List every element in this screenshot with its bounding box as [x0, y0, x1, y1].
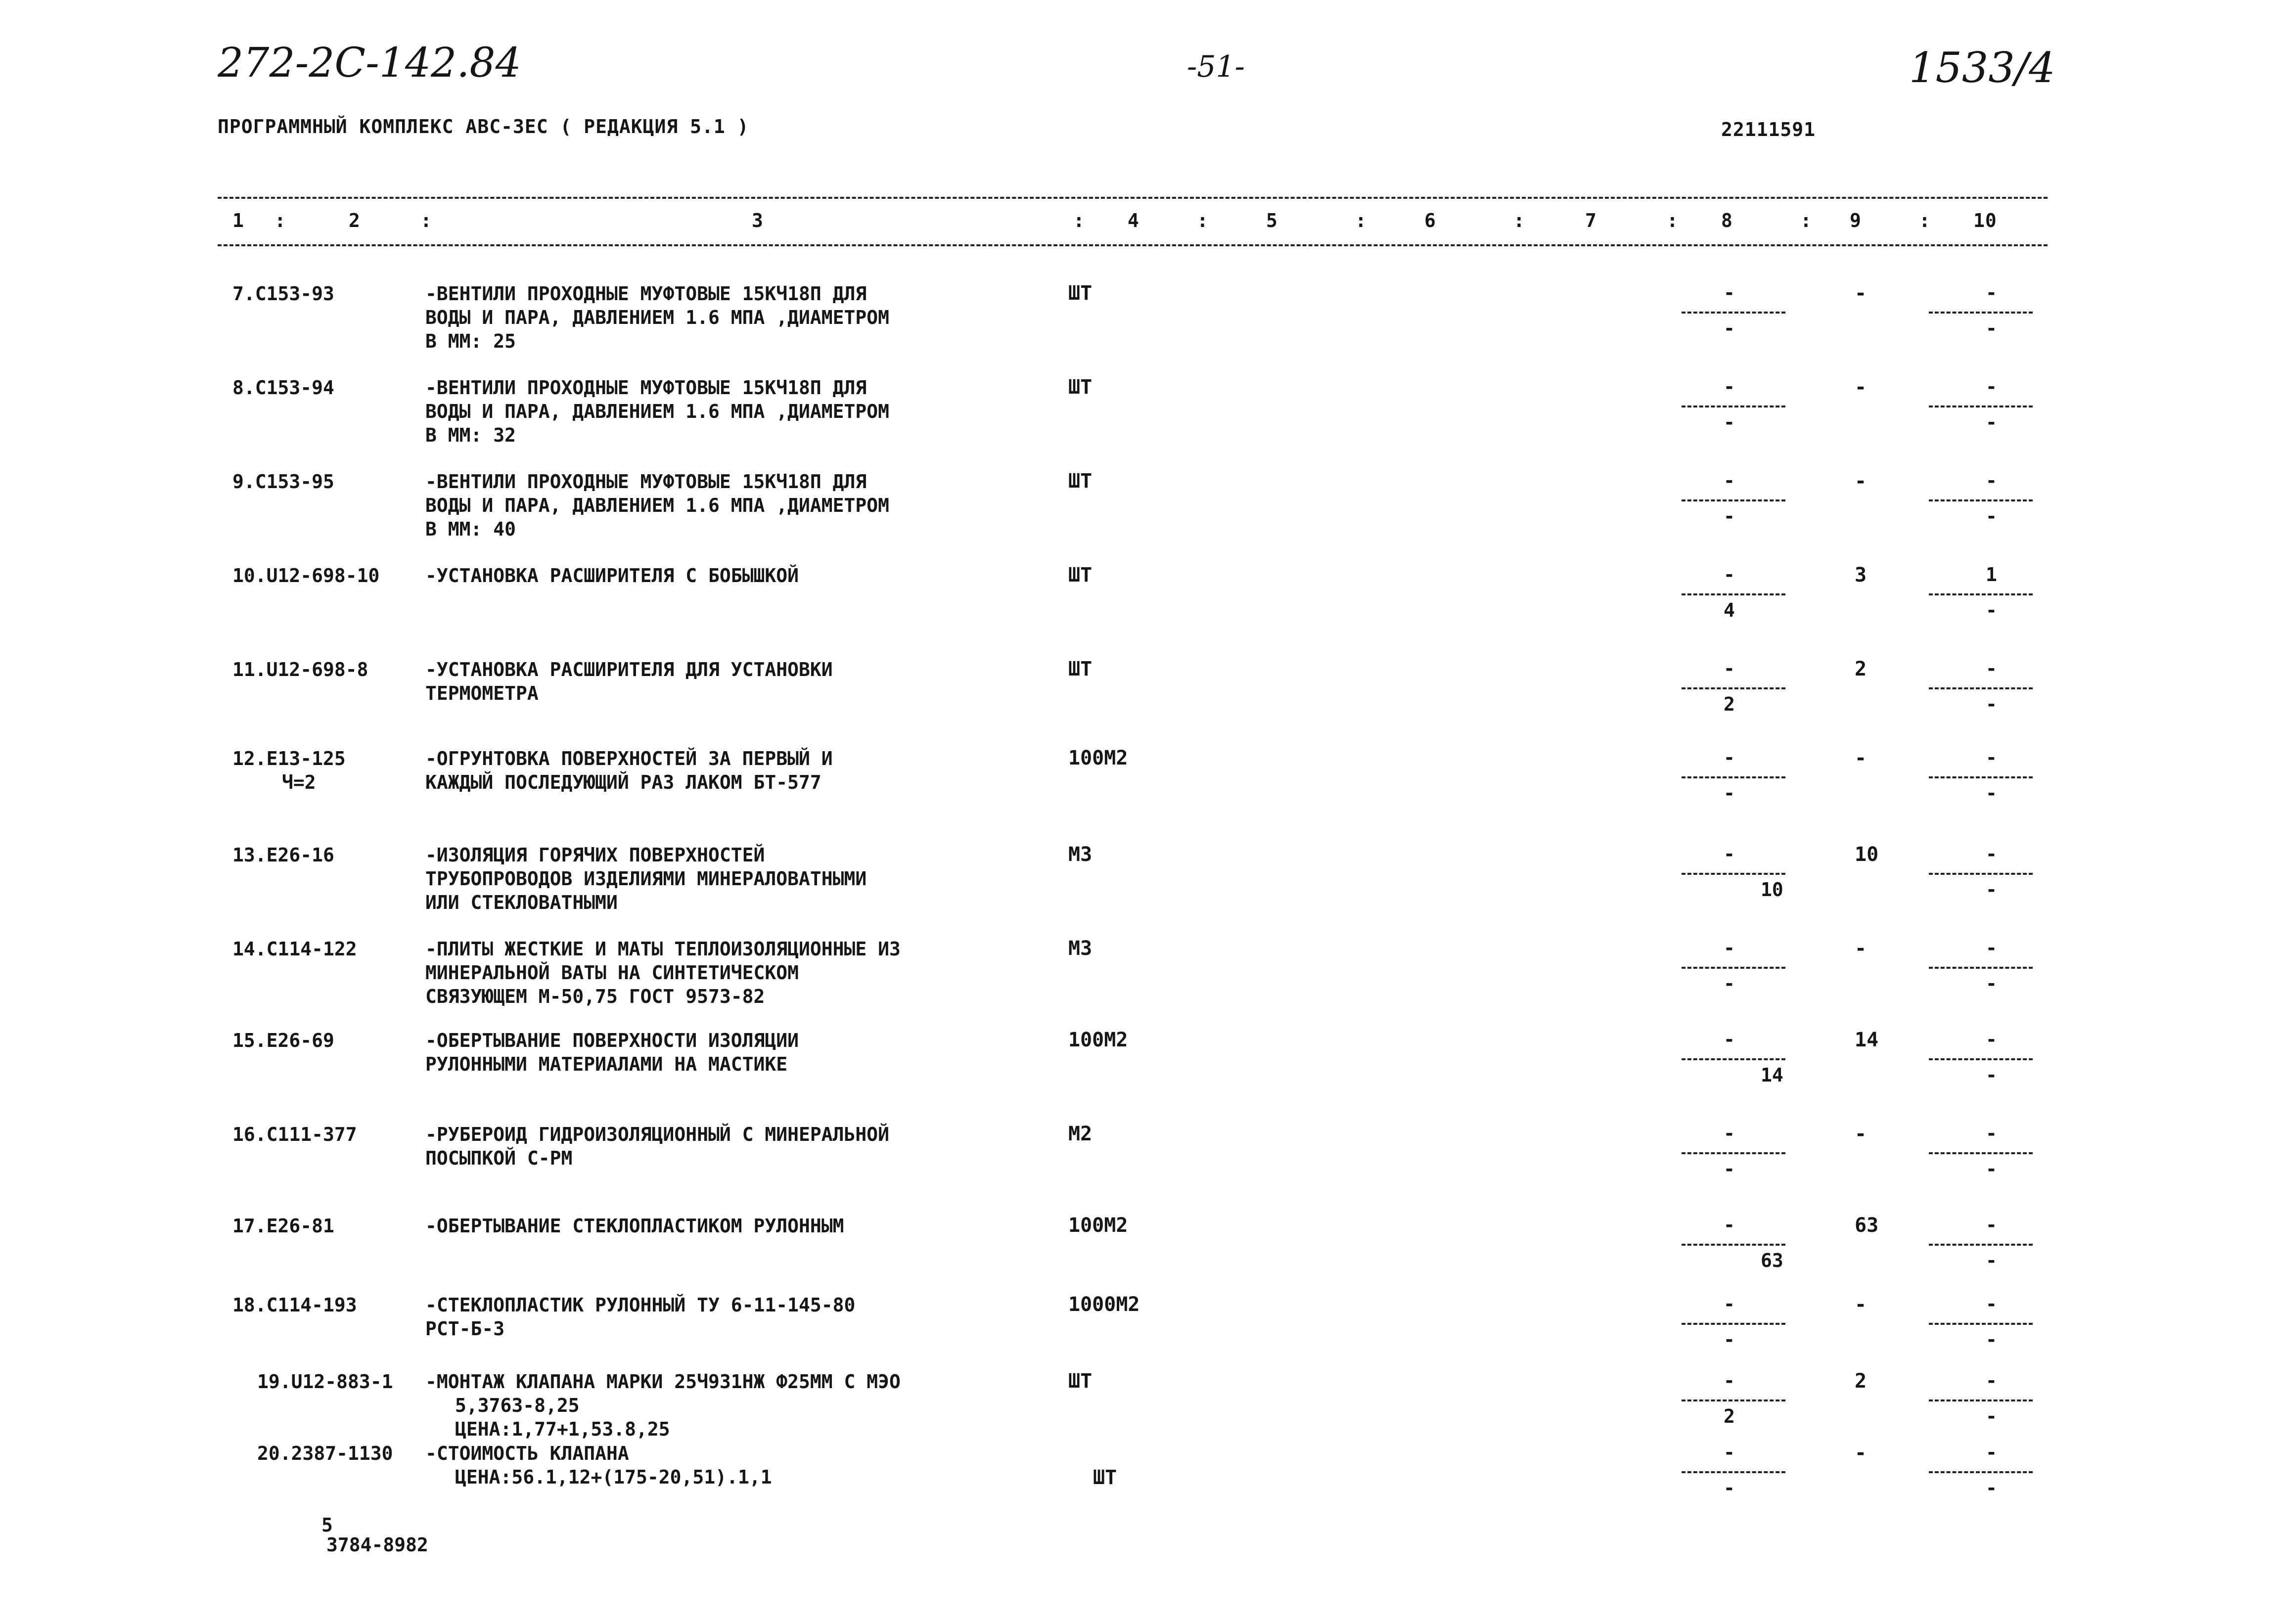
- col9-value: -: [1855, 747, 1867, 769]
- col10-divider: [1929, 312, 2033, 314]
- unit: 100М2: [1068, 1029, 1128, 1051]
- col8-top: -: [1724, 470, 1735, 492]
- description-line: -ОГРУНТОВКА ПОВЕРХНОСТЕЙ ЗА ПЕРВЫЙ И: [425, 748, 833, 769]
- description-line: -ОБЕРТЫВАНИЕ ПОВЕРХНОСТИ ИЗОЛЯЦИИ: [425, 1030, 799, 1051]
- col10-divider: [1929, 1152, 2033, 1154]
- col8-top: -: [1724, 1293, 1735, 1315]
- col10-divider: [1929, 1244, 2033, 1246]
- col8-divider: [1682, 873, 1785, 875]
- description-line: В ММ: 25: [425, 330, 516, 352]
- col-2: 2: [349, 210, 361, 231]
- col10-top: -: [1986, 658, 1997, 679]
- col8-divider: [1682, 967, 1785, 969]
- col8-bottom: -: [1724, 411, 1735, 433]
- col10-divider: [1929, 499, 2033, 501]
- unit: 100М2: [1068, 1214, 1128, 1237]
- col10-top: -: [1986, 1123, 1997, 1144]
- col10-top: -: [1986, 1214, 1997, 1236]
- col-6: 6: [1424, 210, 1436, 231]
- col8-divider: [1682, 499, 1785, 501]
- col8-top: -: [1724, 1214, 1735, 1236]
- col8-bottom: -: [1724, 1329, 1735, 1351]
- col8-bottom: -: [1724, 782, 1735, 804]
- position-code: 7.С153-93: [232, 283, 334, 305]
- col10-divider: [1929, 873, 2033, 875]
- description-line: В ММ: 32: [425, 424, 516, 446]
- col9-value: 10: [1855, 843, 1879, 866]
- unit: ШТ: [1068, 1370, 1093, 1393]
- description-line: -УСТАНОВКА РАСШИРИТЕЛЯ ДЛЯ УСТАНОВКИ: [425, 659, 833, 680]
- description-line: ТРУБОПРОВОДОВ ИЗДЕЛИЯМИ МИНЕРАЛОВАТНЫМИ: [425, 868, 867, 890]
- col9-value: -: [1855, 1293, 1867, 1316]
- description-line: -ВЕНТИЛИ ПРОХОДНЫЕ МУФТОВЫЕ 15КЧ18П ДЛЯ: [425, 283, 867, 305]
- col10-bottom: -: [1986, 1477, 1997, 1499]
- description-line: ПОСЫПКОЙ С-РМ: [425, 1147, 573, 1169]
- col8-bottom: -: [1724, 1477, 1735, 1499]
- unit: 100М2: [1068, 747, 1128, 769]
- description-line: -ОБЕРТЫВАНИЕ СТЕКЛОПЛАСТИКОМ РУЛОННЫМ: [425, 1215, 844, 1237]
- unit: М3: [1068, 843, 1093, 866]
- col8-top: -: [1724, 1123, 1735, 1144]
- col8-divider: [1682, 1152, 1785, 1154]
- col9-value: -: [1855, 1123, 1867, 1145]
- description-line: -ВЕНТИЛИ ПРОХОДНЫЕ МУФТОВЫЕ 15КЧ18П ДЛЯ: [425, 377, 867, 399]
- col9-value: 14: [1855, 1029, 1879, 1051]
- position-code: 14.С114-122: [232, 938, 357, 960]
- position-code: 20.2387-1130: [257, 1443, 393, 1464]
- col8-divider: [1682, 1399, 1785, 1401]
- col8-divider: [1682, 1471, 1785, 1473]
- col10-divider: [1929, 406, 2033, 407]
- col-9: 9: [1850, 210, 1862, 231]
- col10-bottom: -: [1986, 1250, 1997, 1271]
- col9-value: -: [1855, 376, 1867, 399]
- col10-top: -: [1986, 937, 1997, 959]
- description-line: -ИЗОЛЯЦИЯ ГОРЯЧИХ ПОВЕРХНОСТЕЙ: [425, 844, 765, 866]
- description-line: -МОНТАЖ КЛАПАНА МАРКИ 25Ч931НЖ Ф25ММ С МЭО: [425, 1371, 901, 1393]
- col8-divider: [1682, 406, 1785, 407]
- col8-divider: [1682, 1323, 1785, 1325]
- position-code: 15.Е26-69: [232, 1030, 334, 1051]
- position-code: 17.Е26-81: [232, 1215, 334, 1237]
- col8-top: -: [1724, 1442, 1735, 1463]
- col9-value: -: [1855, 282, 1867, 305]
- col-8: 8: [1721, 210, 1733, 231]
- col8-top: -: [1724, 1029, 1735, 1050]
- col9-value: -: [1855, 1442, 1867, 1464]
- col-sep: :: [1197, 210, 1209, 231]
- footer-num: 5: [321, 1514, 333, 1536]
- description-line: РСТ-Б-3: [425, 1318, 505, 1340]
- position-code: 11.U12-698-8: [232, 659, 368, 680]
- col-sep: :: [1073, 210, 1085, 231]
- col10-bottom: -: [1986, 879, 1997, 901]
- col8-bottom: 2: [1724, 1405, 1735, 1427]
- sheet-code: 1533/4: [1909, 44, 2055, 92]
- col10-top: -: [1986, 282, 1997, 304]
- col9-value: 63: [1855, 1214, 1879, 1237]
- position-code: 12.Е13-125: [232, 748, 346, 769]
- col10-divider: [1929, 593, 2033, 595]
- description-line: -РУБЕРОИД ГИДРОИЗОЛЯЦИОННЫЙ С МИНЕРАЛЬНОЙ: [425, 1124, 889, 1145]
- description-line: ВОДЫ И ПАРА, ДАВЛЕНИЕМ 1.6 МПА ,ДИАМЕТРОМ: [425, 307, 889, 328]
- col8-bottom: 10: [1761, 879, 1783, 901]
- col9-value: 2: [1855, 1370, 1867, 1393]
- date-code: 22111591: [1721, 119, 1816, 140]
- program-line: ПРОГРАММНЫЙ КОМПЛЕКС АВС-3ЕС ( РЕДАКЦИЯ 5.1 ): [218, 116, 749, 137]
- col8-divider: [1682, 776, 1785, 778]
- col8-bottom: 14: [1761, 1064, 1783, 1086]
- col10-top: -: [1986, 1293, 1997, 1315]
- description-line: ЦЕНА:56.1,12+(175-20,51).1,1: [455, 1466, 772, 1488]
- col10-top: -: [1986, 1029, 1997, 1050]
- unit: ШТ: [1068, 376, 1093, 399]
- col-10: 10: [1973, 210, 1997, 231]
- description-line: -УСТАНОВКА РАСШИРИТЕЛЯ С БОБЫШКОЙ: [425, 565, 799, 586]
- col10-divider: [1929, 687, 2033, 689]
- position-code: 10.U12-698-10: [232, 565, 380, 586]
- position-code-suffix: Ч=2: [282, 771, 316, 793]
- col8-bottom: -: [1724, 973, 1735, 994]
- col10-bottom: -: [1986, 411, 1997, 433]
- col10-divider: [1929, 1323, 2033, 1325]
- col-sep: :: [420, 210, 432, 231]
- description-line: КАЖДЫЙ ПОСЛЕДУЮЩИЙ РАЗ ЛАКОМ БТ-577: [425, 771, 821, 793]
- description-line: ТЕРМОМЕТРА: [425, 682, 539, 704]
- position-code: 13.Е26-16: [232, 844, 334, 866]
- col10-bottom: -: [1986, 1405, 1997, 1427]
- col-sep: :: [1800, 210, 1812, 231]
- column-header-row: [0, 210, 2278, 239]
- unit: ШТ: [1068, 658, 1093, 680]
- header-rule-bottom: [218, 244, 2048, 246]
- unit: ШТ: [1093, 1466, 1117, 1489]
- col8-bottom: 63: [1761, 1250, 1783, 1271]
- col10-divider: [1929, 1471, 2033, 1473]
- col8-top: -: [1724, 747, 1735, 768]
- unit: М2: [1068, 1123, 1093, 1145]
- col10-top: -: [1986, 1442, 1997, 1463]
- description-line: -ПЛИТЫ ЖЕСТКИЕ И МАТЫ ТЕПЛОИЗОЛЯЦИОННЫЕ ИЗ: [425, 938, 901, 960]
- col9-value: -: [1855, 470, 1867, 493]
- description-line: ИЛИ СТЕКЛОВАТНЫМИ: [425, 892, 618, 913]
- col10-divider: [1929, 1399, 2033, 1401]
- col10-top: -: [1986, 747, 1997, 768]
- col8-top: -: [1724, 937, 1735, 959]
- col8-top: -: [1724, 843, 1735, 865]
- col8-divider: [1682, 687, 1785, 689]
- unit: ШТ: [1068, 470, 1093, 493]
- description-line: -ВЕНТИЛИ ПРОХОДНЫЕ МУФТОВЫЕ 15КЧ18П ДЛЯ: [425, 471, 867, 493]
- position-code: 16.С111-377: [232, 1124, 357, 1145]
- col8-top: -: [1724, 564, 1735, 586]
- col8-bottom: 2: [1724, 693, 1735, 715]
- col8-top: -: [1724, 1370, 1735, 1392]
- col10-divider: [1929, 776, 2033, 778]
- col10-bottom: -: [1986, 782, 1997, 804]
- unit: ШТ: [1068, 282, 1093, 305]
- col8-top: -: [1724, 658, 1735, 679]
- description-line: ЦЕНА:1,77+1,53.8,25: [455, 1418, 670, 1440]
- description-line: РУЛОННЫМИ МАТЕРИАЛАМИ НА МАСТИКЕ: [425, 1053, 788, 1075]
- description-line: 5,3763-8,25: [455, 1395, 580, 1416]
- col-7: 7: [1585, 210, 1597, 231]
- page-number: -51-: [1187, 49, 1245, 84]
- col9-value: 2: [1855, 658, 1867, 680]
- position-code: 9.С153-95: [232, 471, 334, 493]
- col8-divider: [1682, 1244, 1785, 1246]
- col10-bottom: -: [1986, 317, 1997, 339]
- col8-divider: [1682, 312, 1785, 314]
- col8-divider: [1682, 593, 1785, 595]
- col10-bottom: -: [1986, 1064, 1997, 1086]
- col8-divider: [1682, 1058, 1785, 1060]
- header-rule-top: [218, 197, 2048, 199]
- col10-bottom: -: [1986, 1329, 1997, 1351]
- footer-note: 3784-8982: [326, 1534, 428, 1556]
- description-line: МИНЕРАЛЬНОЙ ВАТЫ НА СИНТЕТИЧЕСКОМ: [425, 962, 799, 984]
- description-line: СВЯЗУЮЩЕМ М-50,75 ГОСТ 9573-82: [425, 986, 765, 1007]
- col-sep: :: [1513, 210, 1525, 231]
- col10-top: -: [1986, 470, 1997, 492]
- col9-value: -: [1855, 937, 1867, 960]
- description-line: В ММ: 40: [425, 518, 516, 540]
- col10-divider: [1929, 1058, 2033, 1060]
- col10-bottom: -: [1986, 693, 1997, 715]
- col-4: 4: [1128, 210, 1139, 231]
- position-code: 18.С114-193: [232, 1294, 357, 1316]
- col10-bottom: -: [1986, 973, 1997, 994]
- description-line: -СТОИМОСТЬ КЛАПАНА: [425, 1443, 629, 1464]
- col10-top: 1: [1986, 564, 1997, 586]
- document-code: 272-2С-142.84: [218, 40, 521, 87]
- col8-bottom: 4: [1724, 599, 1735, 621]
- col-1: 1: [232, 210, 244, 231]
- col10-top: -: [1986, 843, 1997, 865]
- col8-bottom: -: [1724, 1158, 1735, 1180]
- col10-bottom: -: [1986, 505, 1997, 527]
- col8-top: -: [1724, 282, 1735, 304]
- description-line: ВОДЫ И ПАРА, ДАВЛЕНИЕМ 1.6 МПА ,ДИАМЕТРОМ: [425, 495, 889, 516]
- unit: 1000М2: [1068, 1293, 1140, 1316]
- col-5: 5: [1266, 210, 1278, 231]
- col8-bottom: -: [1724, 317, 1735, 339]
- col8-top: -: [1724, 376, 1735, 398]
- unit: М3: [1068, 937, 1093, 960]
- unit: ШТ: [1068, 564, 1093, 586]
- col-sep: :: [1919, 210, 1931, 231]
- col10-bottom: -: [1986, 1158, 1997, 1180]
- col-sep: :: [1355, 210, 1367, 231]
- description-line: ВОДЫ И ПАРА, ДАВЛЕНИЕМ 1.6 МПА ,ДИАМЕТРОМ: [425, 401, 889, 422]
- description-line: -СТЕКЛОПЛАСТИК РУЛОННЫЙ ТУ 6-11-145-80: [425, 1294, 856, 1316]
- col8-bottom: -: [1724, 505, 1735, 527]
- col10-bottom: -: [1986, 599, 1997, 621]
- position-code: 19.U12-883-1: [257, 1371, 393, 1393]
- col10-top: -: [1986, 376, 1997, 398]
- col-sep: :: [1667, 210, 1679, 231]
- col-sep: :: [274, 210, 286, 231]
- col-3: 3: [752, 210, 764, 231]
- col10-top: -: [1986, 1370, 1997, 1392]
- position-code: 8.С153-94: [232, 377, 334, 399]
- col10-divider: [1929, 967, 2033, 969]
- col9-value: 3: [1855, 564, 1867, 586]
